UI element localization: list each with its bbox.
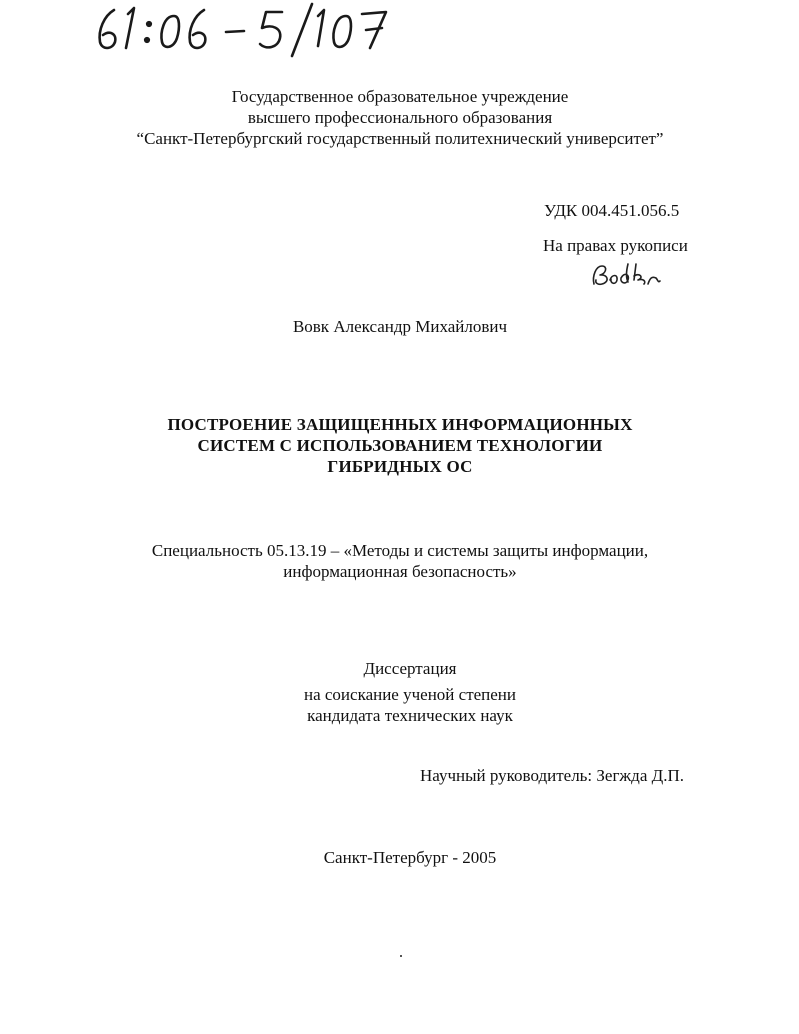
title-line-3: ГИБРИДНЫХ ОС [327, 457, 473, 476]
specialty-line-1: Специальность 05.13.19 – «Методы и системы защиты информации, [151, 541, 649, 560]
handwritten-archive-code [90, 2, 400, 60]
author-name: Вовк Александр Михайлович [292, 317, 508, 336]
degree-line-2: кандидата технических наук [307, 706, 513, 725]
title-line-2: СИСТЕМ С ИСПОЛЬЗОВАНИЕМ ТЕХНОЛОГИИ [197, 436, 603, 455]
degree-line-1: на соискание ученой степени [303, 685, 517, 704]
specialty-line-2: информационная безопасность» [283, 562, 517, 581]
title-line-1: ПОСТРОЕНИЕ ЗАЩИЩЕННЫХ ИНФОРМАЦИОННЫХ [167, 415, 633, 434]
scientific-supervisor: Научный руководитель: Зегжда Д.П. [420, 766, 684, 785]
institution-line-1: Государственное образовательное учреждение [231, 87, 569, 106]
degree-block [110, 658, 710, 726]
manuscript-rights-note: На правах рукописи [543, 236, 688, 255]
city-and-year: Санкт-Петербург - 2005 [323, 848, 497, 867]
dissertation-title [60, 414, 740, 477]
institution-line-3: “Санкт-Петербургский государственный политехнический университет” [136, 129, 664, 148]
handwritten-code-drawing [90, 2, 400, 60]
institution-line-2: высшего профессионального образования [247, 108, 553, 127]
udk-code: УДК 004.451.056.5 [544, 201, 680, 220]
scan-speck [400, 955, 402, 957]
specialty [60, 540, 740, 582]
signature-drawing [590, 258, 662, 288]
institution-header [80, 86, 720, 149]
document-kind: Диссертация [363, 659, 457, 678]
author-signature [590, 258, 662, 288]
